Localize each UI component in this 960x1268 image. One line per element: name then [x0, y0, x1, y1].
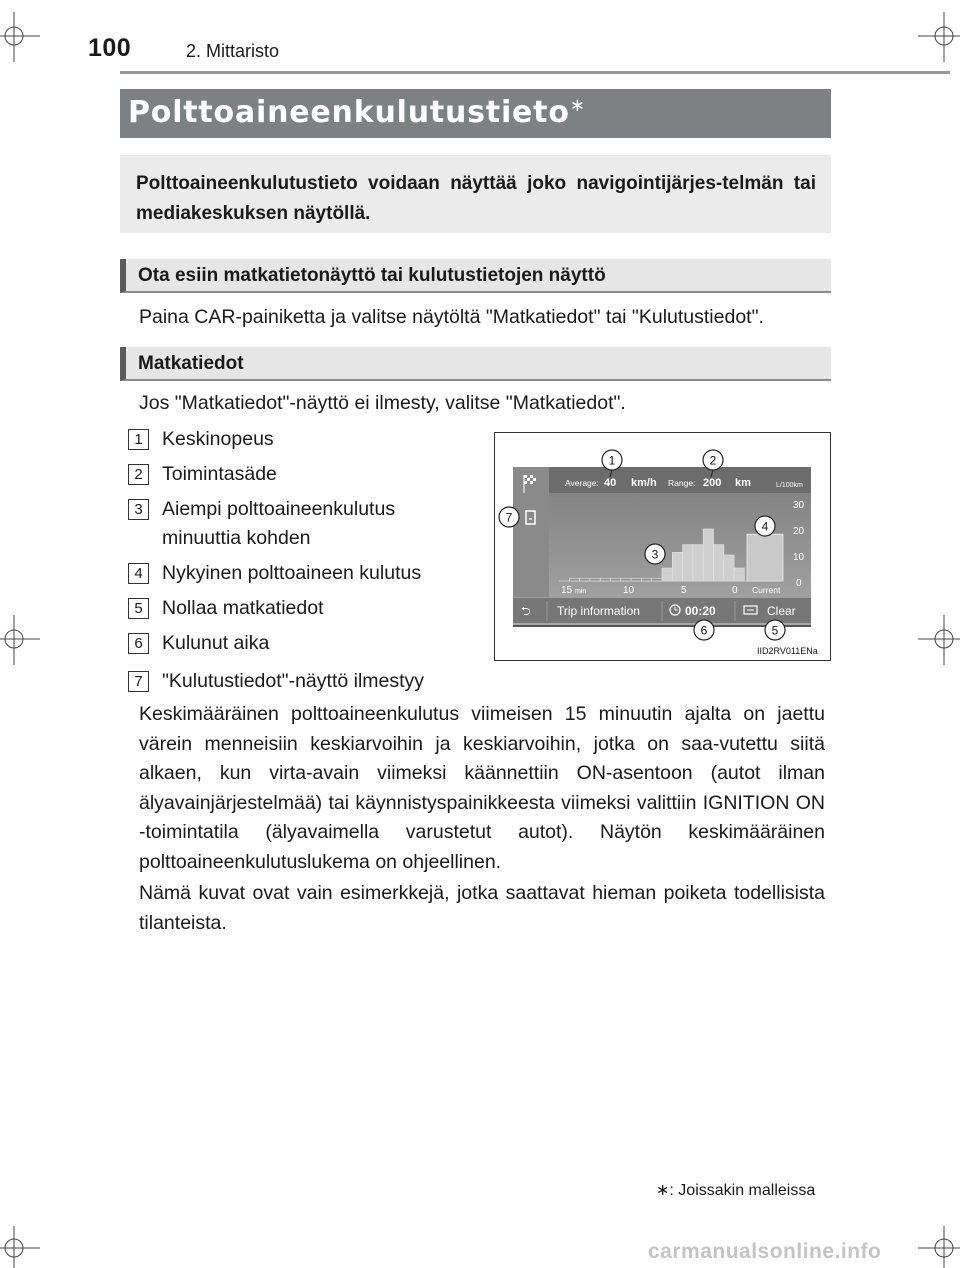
- current-bar-group: [747, 534, 783, 581]
- history-bar: [714, 545, 724, 581]
- callout-number: 1: [608, 453, 616, 468]
- history-bar: [683, 545, 693, 581]
- list-item: Aiempi polttoaineenkulutus: [162, 498, 396, 520]
- section1-body: Paina CAR-painiketta ja valitse näytöltä "Matkatiedot" tai "Kulutustiedot".: [139, 306, 764, 328]
- list-item: Kulunut aika: [162, 632, 270, 654]
- x-tick: Current: [752, 585, 781, 595]
- y-tick: 10: [793, 552, 805, 563]
- list-number: 7: [128, 671, 149, 692]
- trip-screen-illustration: [495, 433, 830, 660]
- x-tick: min: [575, 588, 587, 595]
- footnote-marker: ∗: [569, 95, 586, 116]
- callout-number: 6: [700, 623, 708, 638]
- callout-4: [755, 516, 775, 536]
- section-title-bar: [120, 89, 831, 138]
- section2-body: Jos "Matkatiedot"-näyttö ei ilmesty, valitse "Matkatiedot".: [139, 392, 626, 414]
- history-bar: [734, 568, 744, 581]
- consumption-unit: L/100km: [776, 482, 803, 489]
- footnote: [656, 1180, 815, 1200]
- page-title: [128, 95, 586, 130]
- callout-5: [765, 620, 785, 640]
- footnote-text: : Joissakin malleissa: [669, 1182, 816, 1199]
- callout-6: [694, 620, 714, 640]
- list-number: 3: [128, 499, 149, 520]
- average-label: Average:: [565, 478, 599, 488]
- crop-mark-mid-left: [0, 615, 40, 665]
- intro-text: Polttoaineenkulutustieto voidaan näyttää joko navigointijärjes-telmän tai mediakeskuksen näytöllä.: [136, 173, 816, 224]
- history-bar: [724, 555, 734, 581]
- range-unit: km: [735, 477, 751, 489]
- page-title-text: Polttoaineenkulutustieto: [128, 95, 570, 130]
- average-value: 40: [604, 477, 617, 489]
- callout-7: [499, 507, 519, 527]
- list-item: Nollaa matkatiedot: [162, 597, 324, 619]
- x-tick: 10: [623, 585, 635, 596]
- footnote-marker: ∗: [656, 1182, 670, 1199]
- list-number: 6: [128, 633, 149, 654]
- x-tick: 5: [681, 585, 687, 596]
- range-value: 200: [703, 477, 722, 489]
- crop-mark-top-left: [0, 12, 40, 62]
- callout-number: 5: [771, 623, 779, 638]
- elapsed-time: 00:20: [685, 604, 716, 618]
- callout-3: [645, 544, 665, 564]
- list-number: 2: [128, 464, 149, 485]
- running-head: 2. Mittaristo: [186, 41, 280, 61]
- x-tick: 0: [732, 585, 738, 596]
- clear-label: Clear: [767, 604, 796, 618]
- list-number: 4: [128, 563, 149, 584]
- x-tick: 15: [561, 585, 573, 596]
- trip-information-figure: [494, 432, 831, 661]
- range-label: Range:: [668, 478, 696, 488]
- watermark: carmanualsonline.info: [648, 1240, 882, 1263]
- current-consumption-bar: [747, 534, 783, 581]
- history-bar: [662, 568, 672, 581]
- figure-code: IID2RV011ENa: [757, 646, 818, 656]
- crop-mark-top-right: [918, 12, 960, 62]
- subheading-trip-info: [120, 347, 831, 381]
- list-item: Toimintasäde: [162, 463, 277, 485]
- page-number: 100: [88, 34, 132, 62]
- y-tick: 0: [796, 578, 802, 589]
- list-number: 5: [128, 598, 149, 619]
- history-bar: [693, 545, 703, 581]
- y-tick: 30: [793, 500, 805, 511]
- y-tick: 20: [793, 526, 805, 537]
- header-rule: [120, 71, 950, 74]
- list-item-continuation: minuuttia kohden: [162, 527, 311, 549]
- body-paragraph: Nämä kuvat ovat vain esimerkkejä, jotka saattavat hieman poiketa todellisista tilanteista.: [139, 882, 825, 934]
- subheading-open-display: [120, 259, 831, 293]
- callout-number: 2: [709, 453, 717, 468]
- subheading-open-display-text: Ota esiin matkatietonäyttö tai kulutustietojen näyttö: [138, 265, 606, 286]
- list-item: Nykyinen polttoaineen kulutus: [162, 562, 422, 584]
- history-bar: [672, 552, 682, 581]
- list-item: Keskinopeus: [162, 428, 274, 450]
- intro-box: [120, 155, 831, 233]
- trip-information-label: Trip information: [557, 604, 640, 618]
- back-icon: ⮌: [521, 604, 531, 618]
- crop-mark-bottom-right: [918, 1226, 960, 1268]
- crop-mark-bottom-left: [0, 1226, 40, 1268]
- callout-number: 7: [505, 510, 513, 525]
- callout-number: 3: [651, 547, 659, 562]
- list-item: "Kulutustiedot"-näyttö ilmestyy: [162, 670, 425, 692]
- subheading-trip-info-text: Matkatiedot: [138, 353, 244, 374]
- list-number: 1: [128, 429, 149, 450]
- history-bar: [703, 529, 713, 581]
- screen-side-panel: [513, 467, 549, 597]
- crop-mark-mid-right: [918, 615, 960, 665]
- body-paragraph: Keskimääräinen polttoaineenkulutus viimeisen 15 minuutin ajalta on jaettu värein menneisiin keskiarvoihin ja keskiarvoihin, jotka on saa-vutettu siitä alkaen, kun virta-avain viimeksi käännettiin ON-asentoon (autot ilman älyavainjärjestelmää) tai käynnistyspainikkeesta viimeksi valittiin IGNITION ON -toimintatila (älyavaimella varustetut autot). Näytön keskimääräinen polttoaineenkulutuslukema on ohjeellinen.: [139, 703, 825, 873]
- average-unit: km/h: [631, 477, 657, 489]
- callout-number: 4: [761, 519, 769, 534]
